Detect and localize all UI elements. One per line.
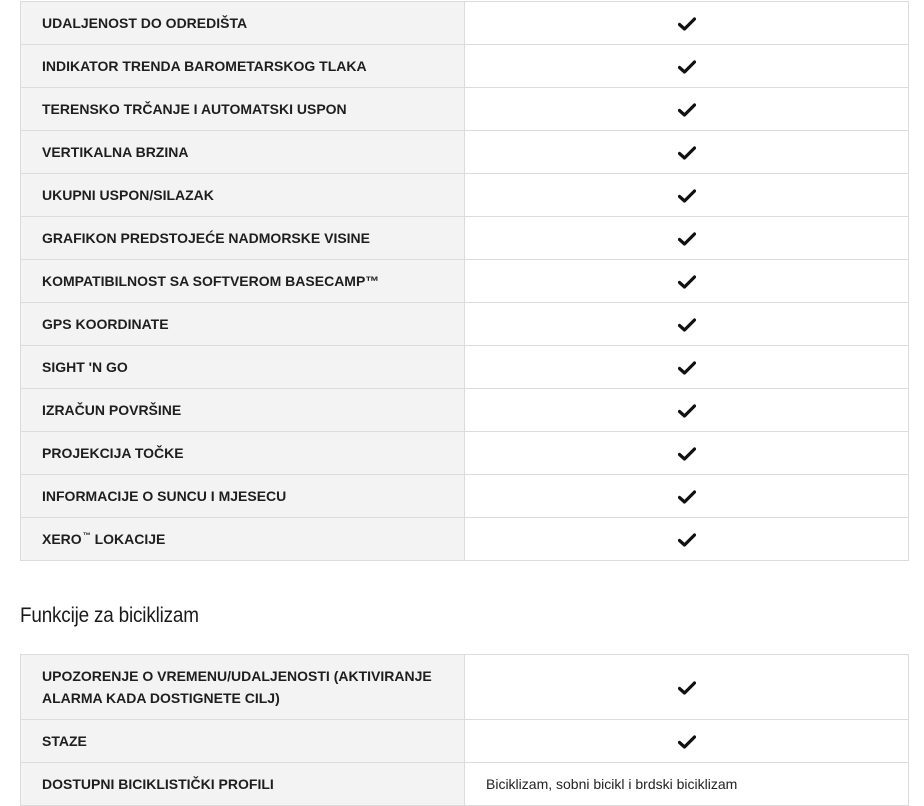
feature-value-text: Biciklizam, sobni bicikl i brdski biciklizam [465, 763, 909, 806]
feature-value [465, 720, 909, 763]
table-row [21, 131, 909, 174]
table-row [21, 346, 909, 389]
checkmark-icon [678, 103, 696, 117]
table-row [21, 655, 909, 720]
checkmark-icon [678, 275, 696, 289]
feature-value [465, 518, 909, 561]
feature-value [465, 131, 909, 174]
feature-label: STAZE [21, 720, 465, 763]
table-row [21, 518, 909, 561]
feature-label: VERTIKALNA BRZINA [21, 131, 465, 174]
checkmark-icon [678, 232, 696, 246]
checkmark-icon [678, 189, 696, 203]
feature-label-text: XERO [42, 531, 82, 547]
feature-label: TERENSKO TRČANJE I AUTOMATSKI USPON [21, 88, 465, 131]
table-row [21, 389, 909, 432]
table-row [21, 720, 909, 763]
feature-label [21, 518, 465, 561]
feature-value [465, 217, 909, 260]
feature-label: SIGHT 'N GO [21, 346, 465, 389]
feature-label: INDIKATOR TRENDA BAROMETARSKOG TLAKA [21, 45, 465, 88]
feature-label: UPOZORENJE O VREMENU/UDALJENOSTI (AKTIVIRANJE ALARMA KADA DOSTIGNETE CILJ) [21, 655, 465, 720]
feature-value [465, 389, 909, 432]
checkmark-icon [678, 735, 696, 749]
feature-label: IZRAČUN POVRŠINE [21, 389, 465, 432]
table-row [21, 260, 909, 303]
checkmark-icon [678, 533, 696, 547]
checkmark-icon [678, 404, 696, 418]
feature-value [465, 2, 909, 45]
feature-label: GRAFIKON PREDSTOJEĆE NADMORSKE VISINE [21, 217, 465, 260]
checkmark-icon [678, 17, 696, 31]
navigation-features-table [20, 1, 909, 561]
checkmark-icon [678, 447, 696, 461]
feature-value [465, 174, 909, 217]
feature-value [465, 655, 909, 720]
table-row [21, 217, 909, 260]
feature-label: UDALJENOST DO ODREDIŠTA [21, 2, 465, 45]
feature-value [465, 346, 909, 389]
trademark-mark: ™ [82, 531, 91, 541]
checkmark-icon [678, 318, 696, 332]
checkmark-icon [678, 490, 696, 504]
checkmark-icon [678, 146, 696, 160]
feature-label: KOMPATIBILNOST SA SOFTVEROM BASECAMP™ [21, 260, 465, 303]
feature-value [465, 303, 909, 346]
table-row [21, 2, 909, 45]
table-row [21, 763, 909, 806]
feature-label-text-after: LOKACIJE [90, 531, 166, 547]
table-row [21, 432, 909, 475]
feature-value [465, 432, 909, 475]
section-heading: Funkcije za biciklizam [20, 604, 199, 627]
feature-value [465, 260, 909, 303]
feature-value [465, 88, 909, 131]
table-row [21, 303, 909, 346]
cycling-features-table [20, 654, 909, 806]
feature-value [465, 475, 909, 518]
feature-label: UKUPNI USPON/SILAZAK [21, 174, 465, 217]
checkmark-icon [678, 60, 696, 74]
table-row [21, 45, 909, 88]
table-row [21, 174, 909, 217]
table-row [21, 475, 909, 518]
checkmark-icon [678, 681, 696, 695]
checkmark-icon [678, 361, 696, 375]
feature-label: DOSTUPNI BICIKLISTIČKI PROFILI [21, 763, 465, 806]
feature-label: INFORMACIJE O SUNCU I MJESECU [21, 475, 465, 518]
feature-value [465, 45, 909, 88]
feature-label: PROJEKCIJA TOČKE [21, 432, 465, 475]
feature-label: GPS KOORDINATE [21, 303, 465, 346]
table-row [21, 88, 909, 131]
